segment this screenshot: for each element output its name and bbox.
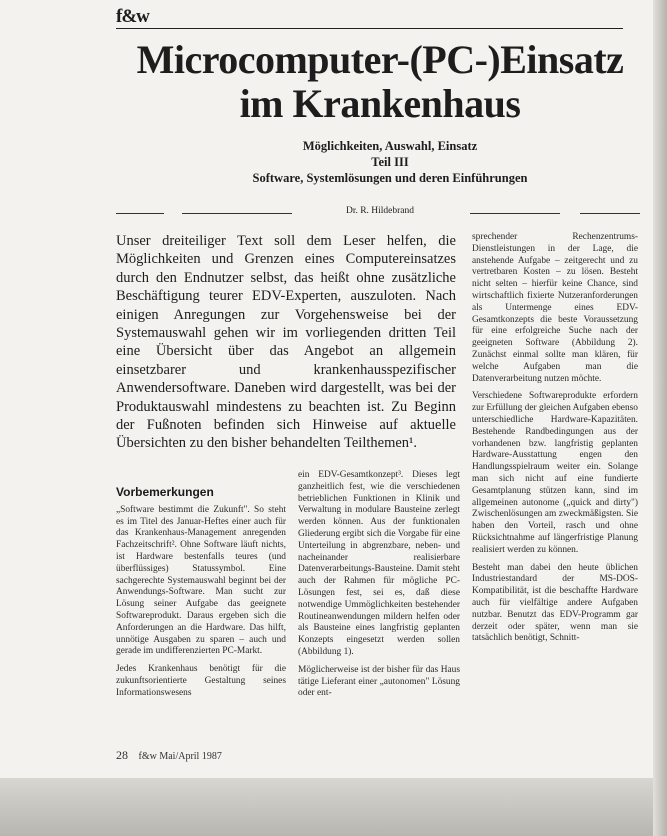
issue-info: f&w Mai/April 1987 xyxy=(138,751,222,762)
paragraph: sprechender Rechenzentrums-Dienstleistungen in der Lage, die anstehende Aufgabe – zeitgerecht und zu vertretbaren Kosten – zu lösen. Besteht nicht selten – hierfür keine Chance, sind wirtschaftlich fixierte Nutzeranforderungen als Untermenge eines EDV-Gesamtkonzepts die beste Voraussetzung für eine erfolgreiche Suche nach der geeigneten Software (Abbildung 2). Zunächst einmal sollte man klären, für welche Aufgaben man die Datenverarbeitung nutzen möchte. xyxy=(472,232,638,384)
paragraph: Jedes Krankenhaus benötigt für die zukunftsorientierte Gestaltung seines Informationswesens xyxy=(116,664,286,698)
title-line-2: im Krankenhaus xyxy=(239,81,521,126)
byline-rule-right xyxy=(580,213,640,214)
header-rule xyxy=(116,28,623,29)
paragraph: ein EDV-Gesamtkonzept³. Dieses legt ganzheitlich fest, wie die verschiedenen betrieblichen Funktionen in Klinik und Verwaltung in modulare Bausteine zerlegt werden können. Aus der funktionalen Gliederung ergibt sich die Vorgabe für eine Unterteilung in abgrenzbare, neben- und nacheinander realisierbare Datenverarbeitungs-Bausteine. Damit steht auch der Rahmen für mögliche PC-Lösungen fest, sei es, daß diese notwendige Ummöglichkeiten bestehender Routineanwendungen mildern helfen oder als Bausteine eines langfristig geplanten Konzepts eingesetzt werden sollen (Abbildung 1). xyxy=(298,470,460,657)
article-intro: Unser dreiteiliger Text soll dem Leser helfen, die Möglichkeiten und Grenzen eines Computereinsatzes durch den Endnutzer selbst, das heißt ohne zusätzliche Beschäftigung teurer EDV-Experten, auszuloten. Nach einigen Anregungen zur Vorgehensweise bei der Systemauswahl gehen wir im vorliegenden dritten Teil eine Übersicht über das Angebot an allgemein einsetzbarer und krankenhausspezifischer Anwendersoftware. Daneben wird dargestellt, was bei der Produktauswahl mindestens zu beachten ist. Zu Beginn der Fußnoten befinden sich Hinweise auf aktuelle Übersichten zu den bisher behandelten Teilthemen¹. xyxy=(116,233,456,452)
article-title xyxy=(100,38,660,126)
scan-bottom-margin xyxy=(0,778,667,836)
byline-rule-mid-left xyxy=(182,213,292,214)
subtitle-line-1: Möglichkeiten, Auswahl, Einsatz xyxy=(302,139,478,153)
page-number: 28 xyxy=(116,748,128,762)
subtitle-line-2: Teil III xyxy=(371,155,409,169)
paragraph: Möglicherweise ist der bisher für das Haus tätige Lieferant einer „autonomen" Lösung oder ent- xyxy=(298,664,460,699)
scan-right-edge xyxy=(653,0,667,836)
column-3 xyxy=(472,232,638,645)
paragraph: Verschiedene Softwareprodukte erfordern zur Erfüllung der gleichen Aufgaben ebenso unterschiedliche Hardware-Kapazitäten. Bestehende Randbedingungen aus der vorhandenen bzw. langfristig geplanten Hardware-Ausstattung engen den Handlungsspielraum weiter ein. Solange man sich nicht auf eine fundierte Gesamtplanung stützen kann, sind im allgemeinen autonome („quick and dirty") Zwischenlösungen am zweckmäßigsten. Sie haben den Vorteil, rasch und ohne Rücksichtnahme auf längerfristige Planung realisiert werden zu können. xyxy=(472,391,638,555)
byline-rule-left xyxy=(116,213,164,214)
title-line-1: Microcomputer-(PC-)Einsatz xyxy=(136,37,624,82)
article-subtitle xyxy=(160,138,620,186)
author-byline: Dr. R. Hildebrand xyxy=(345,206,415,216)
page-footer xyxy=(116,748,222,763)
paragraph: „Software bestimmt die Zukunft". So steht es im Titel des Januar-Heftes einer auch für das Krankenhaus-Management anregenden Fachzeitschrift². Ohne Software läuft nichts, ist Hardware bestenfalls teures (und überflüssiges) Statussymbol. Eine sachgerechte Systemauswahl beginnt bei der Anwendungs-Software. Man sucht zur Lösung seiner Aufgabe das geeignete Softwareprodukt. Daraus ergeben sich die Anforderungen an die Hardware. Das hilft, unnötige Ausgaben zu sparen – auch und gerade im undifferenzierten PC-Markt. xyxy=(116,504,286,657)
section-heading: Vorbemerkungen xyxy=(116,485,214,499)
paragraph: Besteht man dabei den heute üblichen Industriestandard der MS-DOS-Kompatibilität, ist die beschaffte Hardware auch für vielfältige andere Aufgaben nutzbar. Benutzt das EDV-Programm gar derzeit oder später, wenn man sie tatsächlich benötigt, Schnitt- xyxy=(472,562,638,644)
column-2 xyxy=(298,470,460,700)
magazine-logo: f&w xyxy=(116,6,149,27)
subtitle-line-3: Software, Systemlösungen und deren Einführungen xyxy=(252,171,528,185)
column-1 xyxy=(116,487,286,700)
byline-rule-mid-right xyxy=(470,213,560,214)
